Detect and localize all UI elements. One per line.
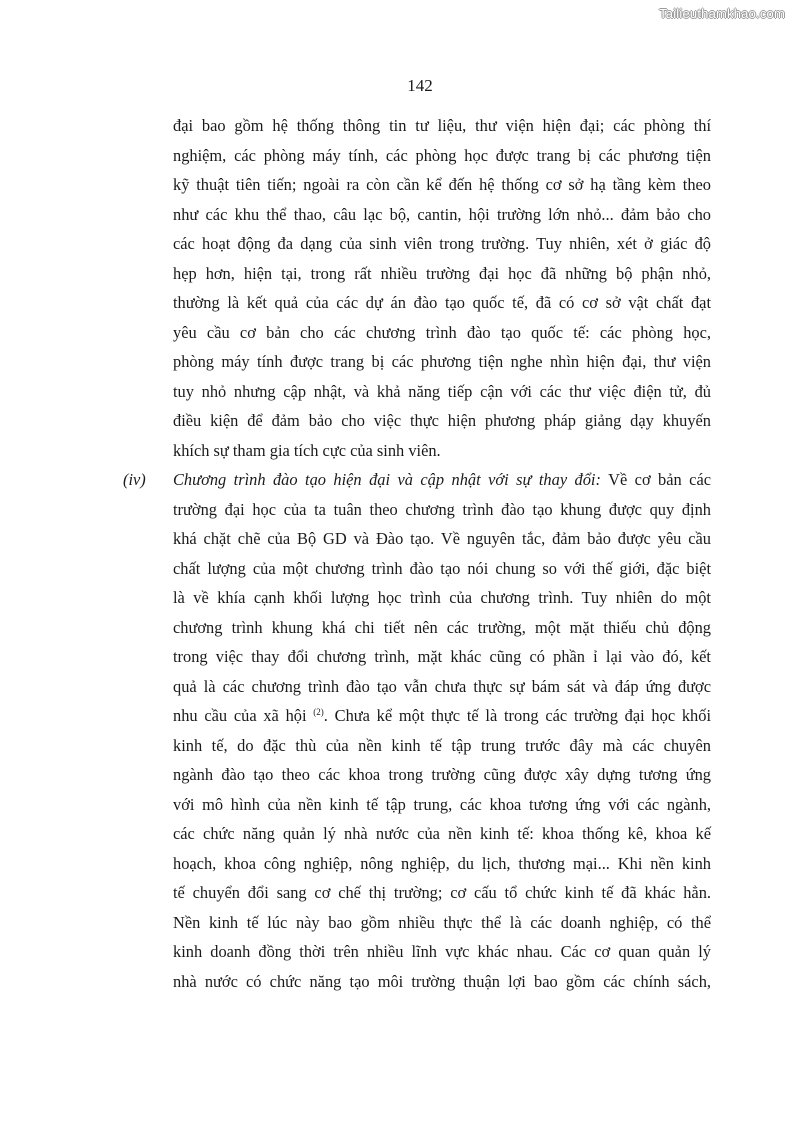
text-segment: nhu cầu của xã hội [173, 706, 314, 725]
text-segment: . Chưa kể một thực tế là trong các trường đại học khối [323, 706, 711, 725]
text-line: trường đại học của ta tuân theo chương trình đào tạo khung được quy định [173, 499, 711, 519]
text-line [173, 470, 711, 490]
text-line: trong việc thay đổi chương trình, mặt khác cũng có phần ỉ lại vào đó, kết [173, 647, 711, 666]
text-line: nghiệm, các phòng máy tính, các phòng học được trang bị các phương tiện [173, 145, 711, 165]
text-line: như các khu thể thao, câu lạc bộ, cantin, hội trường lớn nhỏ... đảm bảo cho [173, 204, 711, 224]
page-number: 142 [407, 76, 433, 95]
text-line: ngành đào tạo theo các khoa trong trường cũng được xây dựng tương ứng [173, 765, 711, 784]
text-line: khá chặt chẽ của Bộ GD và Đào tạo. Về nguyên tắc, đảm bảo được yêu cầu [173, 529, 711, 548]
footnote-reference: (2) [313, 707, 324, 717]
text-line: quả là các chương trình đào tạo vẫn chưa thực sự bám sát và đáp ứng được [173, 676, 711, 696]
watermark: Tailieuthamkhao.com [659, 6, 785, 21]
text-line: Nền kinh tế lúc này bao gồm nhiều thực thể là các doanh nghiệp, có thể [173, 912, 711, 932]
text-line: chương trình khung khá chi tiết nên các trường, một mặt thiếu chủ động [173, 617, 711, 637]
text-line: hẹp hơn, hiện tại, trong rất nhiều trường đại học đã những bộ phận nhỏ, [173, 263, 711, 283]
text-line [173, 706, 711, 726]
text-line: tuy nhỏ nhưng cập nhật, và khả năng tiếp cận với các thư việc điện tử, đủ [173, 381, 711, 401]
text-line: thường là kết quả của các dự án đào tạo quốc tế, đã có cơ sở vật chất đạt [173, 293, 711, 312]
text-line: các chức năng quản lý nhà nước của nền kinh tế: khoa thống kê, khoa kế [173, 824, 711, 843]
text-line: kinh doanh đồng thời trên nhiều lĩnh vực khác nhau. Các cơ quan quản lý [173, 942, 711, 961]
text-line: hoạch, khoa công nghiệp, nông nghiệp, du lịch, thương mại... Khi nền kinh [173, 853, 711, 873]
text-line: nhà nước có chức năng tạo môi trường thuận lợi bao gồm các chính sách, [173, 971, 711, 991]
text-line: khích sự tham gia tích cực của sinh viên. [173, 440, 441, 460]
text-line: phòng máy tính được trang bị các phương tiện nghe nhìn hiện đại, thư viện [173, 352, 711, 371]
text-line: tế chuyển đổi sang cơ chế thị trường; cơ cấu tổ chức kinh tế đã khác hẳn. [173, 883, 711, 902]
text-line: yêu cầu cơ bản cho các chương trình đào tạo quốc tế: các phòng học, [173, 322, 711, 342]
text-line: chất lượng của một chương trình đào tạo nói chung so với thế giới, đặc biệt [173, 558, 711, 578]
item-text: Về cơ bản các [600, 470, 711, 489]
text-line: kinh tế, do đặc thù của nền kinh tế tập trung trước đây mà các chuyên [173, 735, 711, 755]
text-line: với mô hình của nền kinh tế tập trung, các khoa tương ứng với các ngành, [173, 794, 711, 814]
item-heading: Chương trình đào tạo hiện đại và cập nhật với sự thay đổi: [173, 470, 601, 489]
text-line: đại bao gồm hệ thống thông tin tư liệu, thư viện hiện đại; các phòng thí [173, 116, 711, 135]
text-line: điều kiện để đảm bảo cho việc thực hiện phương pháp giảng dạy khuyến [173, 411, 711, 430]
list-marker: (iv) [123, 470, 146, 489]
text-line: kỹ thuật tiên tiến; ngoài ra còn cần kể đến hệ thống cơ sở hạ tầng kèm theo [173, 175, 711, 194]
text-line: là về khía cạnh khối lượng học trình của chương trình. Tuy nhiên do một [173, 588, 711, 607]
text-line: các hoạt động đa dạng của sinh viên trong trường. Tuy nhiên, xét ở giác độ [173, 234, 711, 253]
